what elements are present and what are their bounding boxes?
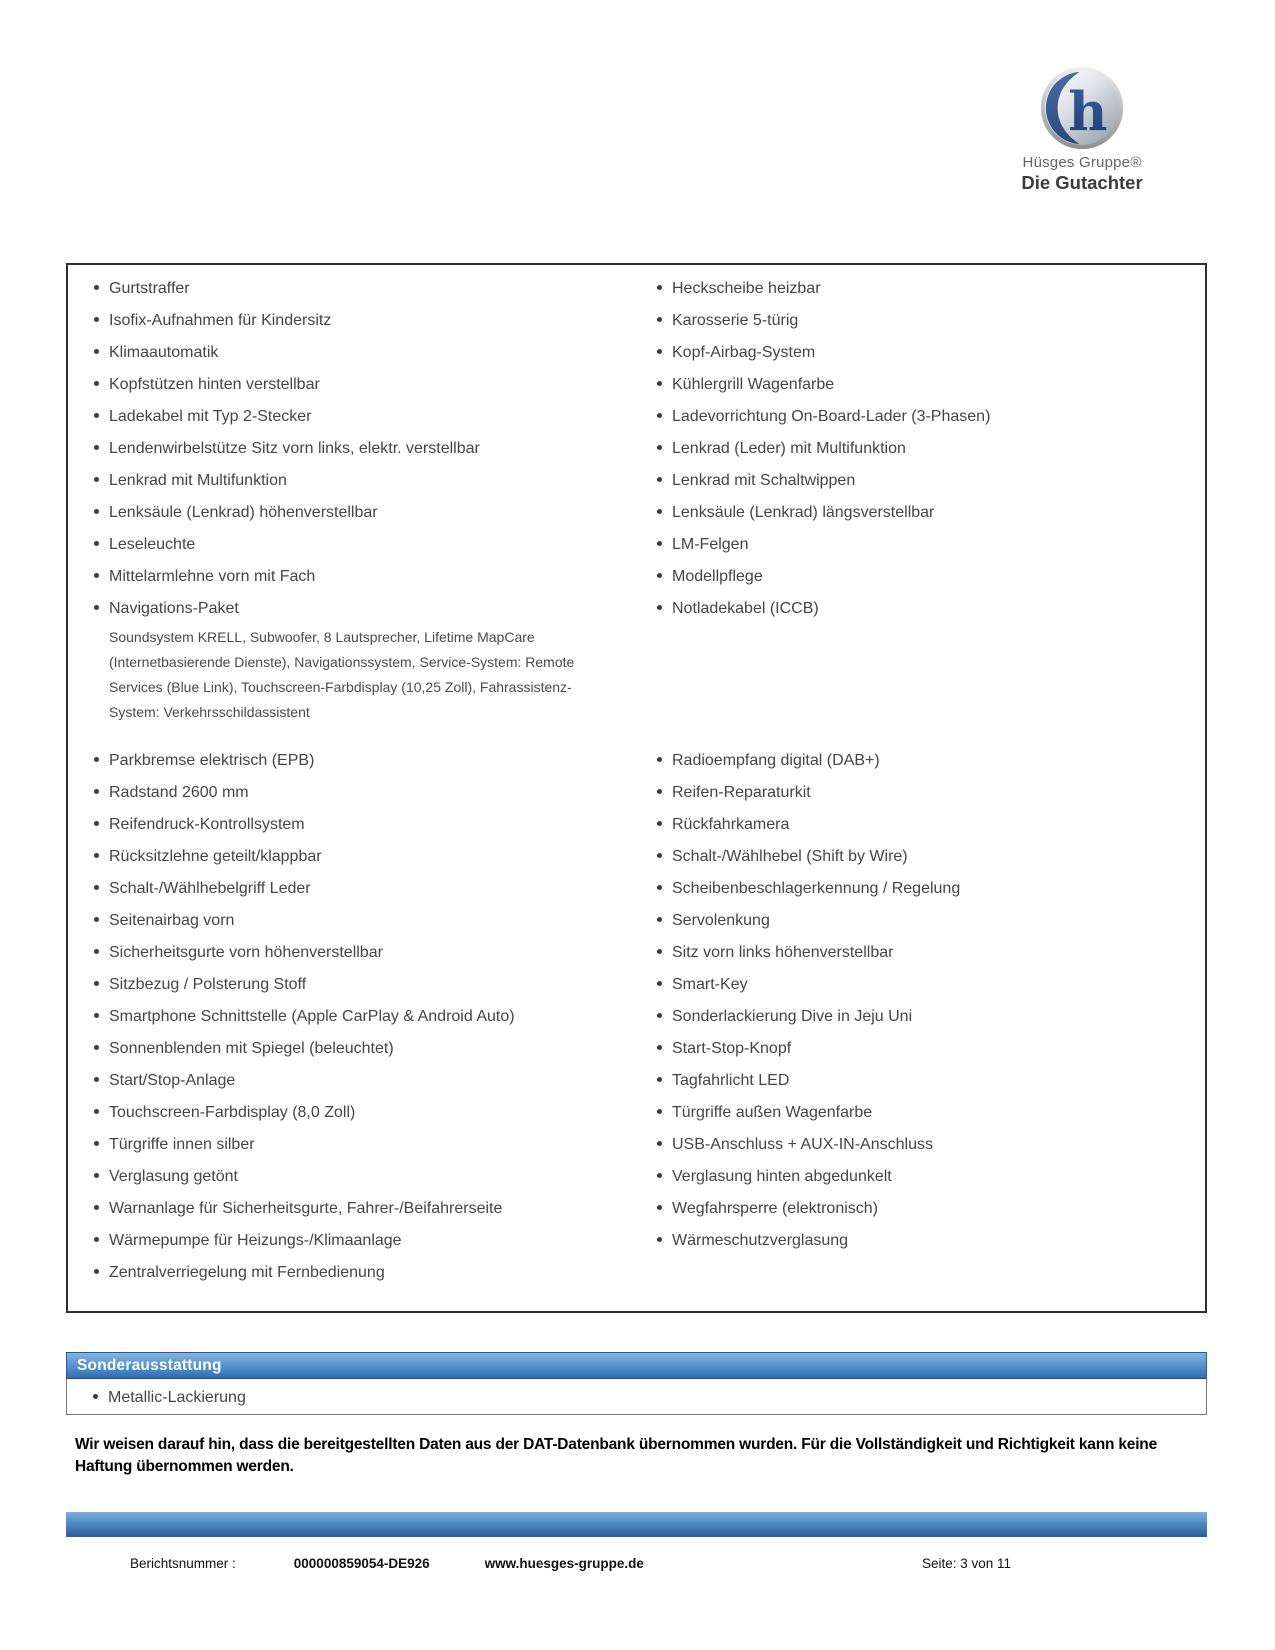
bullet-icon bbox=[94, 1269, 99, 1274]
bullet-icon bbox=[94, 509, 99, 514]
equipment-cell-left bbox=[94, 777, 657, 803]
equipment-cell-left bbox=[94, 305, 657, 331]
equipment-item bbox=[657, 745, 1195, 771]
equipment-cell-left bbox=[94, 1001, 657, 1027]
equipment-item-label: Türgriffe innen silber bbox=[109, 1136, 255, 1153]
equipment-item-label: Gurtstraffer bbox=[109, 280, 190, 297]
equipment-item bbox=[94, 841, 657, 867]
bullet-icon bbox=[657, 573, 662, 578]
equipment-item-label: Seitenairbag vorn bbox=[109, 912, 235, 929]
equipment-cell-right bbox=[657, 809, 1195, 835]
page-indicator: Seite: 3 von 11 bbox=[921, 1556, 1011, 1571]
equipment-item bbox=[94, 433, 657, 459]
equipment-item-label: Rücksitzlehne geteilt/klappbar bbox=[109, 848, 322, 865]
equipment-item-label: Navigations-Paket bbox=[109, 600, 239, 617]
equipment-item-label: Karosserie 5-türig bbox=[672, 312, 799, 329]
equipment-item bbox=[657, 1225, 1195, 1251]
equipment-cell-right bbox=[657, 1033, 1195, 1059]
equipment-row bbox=[94, 529, 1195, 561]
equipment-item-label: Schalt-/Wählhebelgriff Leder bbox=[109, 880, 311, 897]
equipment-item-label: Smart-Key bbox=[672, 976, 748, 993]
equipment-row bbox=[94, 465, 1195, 497]
bullet-icon bbox=[94, 445, 99, 450]
equipment-item-label: Scheibenbeschlagerkennung / Regelung bbox=[672, 880, 961, 897]
bullet-icon bbox=[93, 1394, 98, 1399]
equipment-item bbox=[657, 369, 1195, 395]
equipment-cell-right bbox=[657, 1097, 1195, 1123]
equipment-cell-left bbox=[94, 593, 657, 745]
section-header-sonderausstattung bbox=[66, 1352, 1207, 1379]
equipment-cell-left bbox=[94, 465, 657, 491]
equipment-row bbox=[94, 1129, 1195, 1161]
bullet-icon bbox=[657, 509, 662, 514]
equipment-item-label: Warnanlage für Sicherheitsgurte, Fahrer-/Beifahrerseite bbox=[109, 1200, 503, 1217]
equipment-item-label: Türgriffe außen Wagenfarbe bbox=[672, 1104, 873, 1121]
equipment-item bbox=[94, 1097, 657, 1123]
equipment-cell-right bbox=[657, 465, 1195, 491]
equipment-item-label: Metallic-Lackierung bbox=[108, 1389, 246, 1406]
website-link[interactable]: www.huesges-gruppe.de bbox=[484, 1556, 644, 1571]
bullet-icon bbox=[657, 349, 662, 354]
equipment-row bbox=[94, 369, 1195, 401]
bullet-icon bbox=[657, 285, 662, 290]
equipment-item bbox=[657, 561, 1195, 587]
bullet-icon bbox=[94, 285, 99, 290]
equipment-item bbox=[657, 841, 1195, 867]
bullet-icon bbox=[94, 349, 99, 354]
equipment-row bbox=[94, 1257, 1195, 1289]
equipment-cell-left bbox=[94, 1065, 657, 1091]
bullet-icon bbox=[94, 477, 99, 482]
equipment-cell-left bbox=[94, 1129, 657, 1155]
equipment-item-label: Lendenwirbelstütze Sitz vorn links, elektr. verstellbar bbox=[109, 440, 480, 457]
equipment-cell-right bbox=[657, 905, 1195, 931]
equipment-row bbox=[94, 873, 1195, 905]
equipment-rows bbox=[94, 273, 1195, 1289]
bullet-icon bbox=[94, 1173, 99, 1178]
bullet-icon bbox=[94, 317, 99, 322]
bullet-icon bbox=[94, 949, 99, 954]
equipment-row bbox=[94, 1033, 1195, 1065]
equipment-row bbox=[94, 777, 1195, 809]
equipment-cell-right bbox=[657, 937, 1195, 963]
company-logo bbox=[1015, 66, 1149, 194]
report-number-value: 000000859054-DE926 bbox=[293, 1556, 430, 1571]
equipment-item bbox=[657, 1129, 1195, 1155]
equipment-item bbox=[657, 1193, 1195, 1219]
equipment-item-label: Sonnenblenden mit Spiegel (beleuchtet) bbox=[109, 1040, 394, 1057]
logo-tagline-text: Die Gutachter bbox=[1021, 172, 1143, 193]
equipment-item bbox=[94, 1065, 657, 1091]
equipment-item bbox=[94, 1193, 657, 1219]
equipment-item bbox=[94, 529, 657, 555]
equipment-row bbox=[94, 937, 1195, 969]
equipment-item bbox=[657, 1065, 1195, 1091]
bullet-icon bbox=[94, 1109, 99, 1114]
equipment-item bbox=[657, 777, 1195, 803]
equipment-cell-right bbox=[657, 497, 1195, 523]
equipment-item bbox=[657, 273, 1195, 299]
logo-letter: h bbox=[1068, 79, 1108, 143]
equipment-row bbox=[94, 1065, 1195, 1097]
equipment-cell-left bbox=[94, 841, 657, 867]
equipment-row bbox=[94, 809, 1195, 841]
equipment-cell-right bbox=[657, 529, 1195, 555]
equipment-item-label: Servolenkung bbox=[672, 912, 770, 929]
equipment-item-label: Klimaautomatik bbox=[109, 344, 219, 361]
bullet-icon bbox=[94, 541, 99, 546]
equipment-cell-left bbox=[94, 401, 657, 427]
equipment-item-label: Sitz vorn links höhenverstellbar bbox=[672, 944, 894, 961]
bullet-icon bbox=[94, 1045, 99, 1050]
equipment-item-label: Rückfahrkamera bbox=[672, 816, 790, 833]
equipment-item bbox=[94, 465, 657, 491]
equipment-item-label: Modellpflege bbox=[672, 568, 763, 585]
equipment-item-label: Schalt-/Wählhebel (Shift by Wire) bbox=[672, 848, 908, 865]
equipment-cell-right bbox=[657, 1129, 1195, 1155]
equipment-item-label: Reifendruck-Kontrollsystem bbox=[109, 816, 305, 833]
equipment-item-label: Touchscreen-Farbdisplay (8,0 Zoll) bbox=[109, 1104, 356, 1121]
special-equipment-section bbox=[66, 1352, 1207, 1415]
bullet-icon bbox=[657, 1237, 662, 1242]
bullet-icon bbox=[657, 885, 662, 890]
equipment-item bbox=[94, 969, 657, 995]
bullet-icon bbox=[94, 573, 99, 578]
equipment-item-label: Kühlergrill Wagenfarbe bbox=[672, 376, 835, 393]
bullet-icon bbox=[657, 445, 662, 450]
bullet-icon bbox=[94, 605, 99, 610]
equipment-item bbox=[657, 401, 1195, 427]
bullet-icon bbox=[657, 1141, 662, 1146]
equipment-item-label: Wärmeschutzverglasung bbox=[672, 1232, 849, 1249]
equipment-row bbox=[94, 497, 1195, 529]
equipment-item-label: Verglasung getönt bbox=[109, 1168, 238, 1185]
equipment-item-label: Tagfahrlicht LED bbox=[672, 1072, 790, 1089]
equipment-item-label: Leseleuchte bbox=[109, 536, 196, 553]
equipment-item-label: Heckscheibe heizbar bbox=[672, 280, 821, 297]
equipment-item bbox=[94, 369, 657, 395]
equipment-row bbox=[94, 305, 1195, 337]
equipment-item bbox=[94, 1129, 657, 1155]
equipment-item bbox=[94, 937, 657, 963]
equipment-item bbox=[94, 809, 657, 835]
equipment-cell-right bbox=[657, 593, 1195, 619]
equipment-cell-left bbox=[94, 529, 657, 555]
bullet-icon bbox=[657, 1109, 662, 1114]
equipment-item bbox=[657, 1033, 1195, 1059]
equipment-cell-right bbox=[657, 969, 1195, 995]
footer bbox=[0, 1556, 1275, 1571]
equipment-item-label: Reifen-Reparaturkit bbox=[672, 784, 811, 801]
section-title: Sonderausstattung bbox=[77, 1357, 222, 1374]
equipment-row bbox=[94, 1097, 1195, 1129]
equipment-item bbox=[94, 337, 657, 363]
equipment-item bbox=[657, 905, 1195, 931]
bullet-icon bbox=[657, 853, 662, 858]
equipment-list-box bbox=[66, 263, 1207, 1313]
equipment-item bbox=[94, 905, 657, 931]
equipment-cell-right bbox=[657, 873, 1195, 899]
logo-emblem-icon bbox=[1040, 66, 1124, 150]
equipment-cell-left bbox=[94, 1257, 657, 1283]
equipment-cell-left bbox=[94, 745, 657, 771]
equipment-row bbox=[94, 1225, 1195, 1257]
equipment-item-label: Verglasung hinten abgedunkelt bbox=[672, 1168, 892, 1185]
equipment-cell-right bbox=[657, 369, 1195, 395]
equipment-item bbox=[657, 337, 1195, 363]
bullet-icon bbox=[94, 885, 99, 890]
bullet-icon bbox=[657, 789, 662, 794]
equipment-item bbox=[657, 465, 1195, 491]
equipment-item bbox=[657, 433, 1195, 459]
equipment-item bbox=[94, 561, 657, 587]
equipment-item bbox=[657, 497, 1195, 523]
equipment-cell-right bbox=[657, 1065, 1195, 1091]
equipment-item-label: Lenkrad mit Schaltwippen bbox=[672, 472, 856, 489]
equipment-item-label: Lenksäule (Lenkrad) höhenverstellbar bbox=[109, 504, 378, 521]
equipment-row bbox=[94, 841, 1195, 873]
bullet-icon bbox=[94, 413, 99, 418]
equipment-item bbox=[657, 529, 1195, 555]
equipment-item-label: Lenksäule (Lenkrad) längsverstellbar bbox=[672, 504, 935, 521]
report-number-label: Berichtsnummer : bbox=[130, 1556, 236, 1571]
equipment-row bbox=[94, 561, 1195, 593]
equipment-item-label: Start/Stop-Anlage bbox=[109, 1072, 236, 1089]
equipment-item-label: Sonderlackierung Dive in Jeju Uni bbox=[672, 1008, 913, 1025]
equipment-row bbox=[94, 401, 1195, 433]
disclaimer-text: Wir weisen darauf hin, dass die bereitgestellten Daten aus der DAT-Datenbank übernommen wurden. Für die Vollständigkeit und Richtigkeit kann keine Haftung übernommen werden. bbox=[75, 1436, 1157, 1475]
equipment-cell-right bbox=[657, 1225, 1195, 1251]
equipment-cell-right bbox=[657, 273, 1195, 299]
equipment-item-label: Lenkrad (Leder) mit Multifunktion bbox=[672, 440, 906, 457]
equipment-row bbox=[94, 905, 1195, 937]
equipment-cell-right bbox=[657, 841, 1195, 867]
equipment-cell-left bbox=[94, 369, 657, 395]
equipment-cell-left bbox=[94, 873, 657, 899]
bullet-icon bbox=[94, 1013, 99, 1018]
equipment-item bbox=[657, 873, 1195, 899]
equipment-item-label: Lenkrad mit Multifunktion bbox=[109, 472, 287, 489]
bullet-icon bbox=[657, 949, 662, 954]
bullet-icon bbox=[94, 917, 99, 922]
equipment-cell-left bbox=[94, 1193, 657, 1219]
equipment-row bbox=[94, 969, 1195, 1001]
equipment-item bbox=[94, 777, 657, 803]
equipment-cell-right bbox=[657, 433, 1195, 459]
equipment-cell-right bbox=[657, 1161, 1195, 1187]
bullet-icon bbox=[94, 789, 99, 794]
equipment-cell-left bbox=[94, 337, 657, 363]
equipment-item-note: Soundsystem KRELL, Subwoofer, 8 Lautsprecher, Lifetime MapCare (Internetbasierende Dienste), Navigationssystem, Service-System: Remote Services (Blue Link), Touchscreen-Farbdisplay (10,25 Zoll), Fahrassistenz-System: Verkehrsschildassistent bbox=[109, 629, 575, 720]
equipment-item bbox=[657, 1161, 1195, 1187]
equipment-cell-left bbox=[94, 273, 657, 299]
bullet-icon bbox=[657, 1173, 662, 1178]
equipment-item bbox=[94, 1257, 657, 1283]
equipment-item-label: Parkbremse elektrisch (EPB) bbox=[109, 752, 315, 769]
equipment-cell-left bbox=[94, 937, 657, 963]
equipment-item-label: Smartphone Schnittstelle (Apple CarPlay & Android Auto) bbox=[109, 1008, 515, 1025]
bullet-icon bbox=[657, 1205, 662, 1210]
bullet-icon bbox=[657, 1045, 662, 1050]
equipment-cell-left bbox=[94, 497, 657, 523]
equipment-item bbox=[657, 937, 1195, 963]
equipment-item bbox=[657, 1097, 1195, 1123]
bullet-icon bbox=[94, 757, 99, 762]
equipment-item bbox=[657, 1001, 1195, 1027]
equipment-cell-right bbox=[657, 777, 1195, 803]
equipment-item-label: Kopf-Airbag-System bbox=[672, 344, 816, 361]
equipment-row bbox=[94, 1161, 1195, 1193]
bullet-icon bbox=[94, 381, 99, 386]
equipment-item bbox=[94, 1001, 657, 1027]
equipment-item-label: Isofix-Aufnahmen für Kindersitz bbox=[109, 312, 332, 329]
bullet-icon bbox=[657, 981, 662, 986]
equipment-row bbox=[94, 337, 1195, 369]
bullet-icon bbox=[94, 1077, 99, 1082]
equipment-row bbox=[94, 273, 1195, 305]
equipment-cell-left bbox=[94, 905, 657, 931]
equipment-item-label: LM-Felgen bbox=[672, 536, 749, 553]
equipment-item bbox=[94, 745, 657, 771]
equipment-item-label: Radioempfang digital (DAB+) bbox=[672, 752, 880, 769]
bullet-icon bbox=[657, 381, 662, 386]
equipment-item bbox=[657, 593, 1195, 619]
equipment-item-label: Sicherheitsgurte vorn höhenverstellbar bbox=[109, 944, 383, 961]
equipment-cell-right bbox=[657, 401, 1195, 427]
equipment-cell-right bbox=[657, 745, 1195, 771]
equipment-item bbox=[657, 305, 1195, 331]
equipment-item bbox=[94, 593, 657, 619]
equipment-item bbox=[94, 873, 657, 899]
equipment-cell-right bbox=[657, 561, 1195, 587]
equipment-item-label: Wärmepumpe für Heizungs-/Klimaanlage bbox=[109, 1232, 402, 1249]
equipment-item-label: Notladekabel (ICCB) bbox=[672, 600, 819, 617]
equipment-item-label: Wegfahrsperre (elektronisch) bbox=[672, 1200, 879, 1217]
special-equipment-item bbox=[93, 1383, 1196, 1408]
bullet-icon bbox=[657, 541, 662, 546]
equipment-item bbox=[657, 969, 1195, 995]
equipment-item-label: Zentralverriegelung mit Fernbedienung bbox=[109, 1264, 385, 1281]
equipment-row bbox=[94, 1001, 1195, 1033]
equipment-cell-right bbox=[657, 1193, 1195, 1219]
bullet-icon bbox=[657, 757, 662, 762]
special-equipment-list bbox=[66, 1379, 1207, 1415]
equipment-row bbox=[94, 593, 1195, 745]
bullet-icon bbox=[94, 1141, 99, 1146]
equipment-cell-left bbox=[94, 1225, 657, 1251]
equipment-item-label: Kopfstützen hinten verstellbar bbox=[109, 376, 320, 393]
equipment-item-label: Ladevorrichtung On-Board-Lader (3-Phasen) bbox=[672, 408, 991, 425]
bullet-icon bbox=[94, 821, 99, 826]
bullet-icon bbox=[657, 605, 662, 610]
equipment-cell-left bbox=[94, 1097, 657, 1123]
equipment-item-label: Radstand 2600 mm bbox=[109, 784, 249, 801]
equipment-cell-left bbox=[94, 1161, 657, 1187]
bullet-icon bbox=[657, 317, 662, 322]
logo-brand-text: Hüsges Gruppe® bbox=[1022, 154, 1142, 171]
bullet-icon bbox=[657, 821, 662, 826]
equipment-item bbox=[94, 1033, 657, 1059]
equipment-row bbox=[94, 745, 1195, 777]
equipment-item-label: USB-Anschluss + AUX-IN-Anschluss bbox=[672, 1136, 933, 1153]
equipment-item-label: Start-Stop-Knopf bbox=[672, 1040, 792, 1057]
equipment-row bbox=[94, 433, 1195, 465]
bullet-icon bbox=[657, 1013, 662, 1018]
equipment-item bbox=[94, 273, 657, 299]
equipment-cell-left bbox=[94, 561, 657, 587]
equipment-cell-right bbox=[657, 337, 1195, 363]
equipment-row bbox=[94, 1193, 1195, 1225]
bullet-icon bbox=[657, 917, 662, 922]
equipment-cell-left bbox=[94, 809, 657, 835]
equipment-item bbox=[94, 497, 657, 523]
bullet-icon bbox=[657, 477, 662, 482]
bullet-icon bbox=[657, 413, 662, 418]
equipment-item-label: Mittelarmlehne vorn mit Fach bbox=[109, 568, 316, 585]
equipment-item-label: Sitzbezug / Polsterung Stoff bbox=[109, 976, 307, 993]
equipment-cell-right bbox=[657, 305, 1195, 331]
equipment-item bbox=[94, 401, 657, 427]
equipment-item bbox=[94, 1161, 657, 1187]
equipment-item bbox=[657, 809, 1195, 835]
equipment-cell-left bbox=[94, 1033, 657, 1059]
bullet-icon bbox=[94, 1205, 99, 1210]
equipment-cell-right bbox=[657, 1001, 1195, 1027]
bullet-icon bbox=[94, 1237, 99, 1242]
bullet-icon bbox=[94, 853, 99, 858]
equipment-item bbox=[94, 305, 657, 331]
equipment-cell-left bbox=[94, 433, 657, 459]
equipment-item bbox=[94, 1225, 657, 1251]
bullet-icon bbox=[657, 1077, 662, 1082]
footer-divider-bar bbox=[66, 1512, 1207, 1537]
equipment-item-label: Ladekabel mit Typ 2-Stecker bbox=[109, 408, 312, 425]
bullet-icon bbox=[94, 981, 99, 986]
equipment-cell-left bbox=[94, 969, 657, 995]
